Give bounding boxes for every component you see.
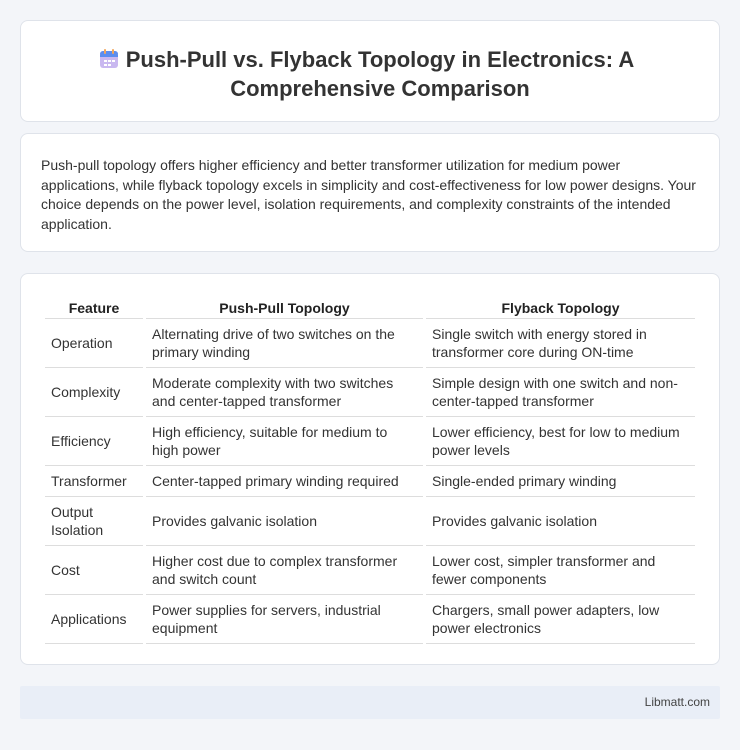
push-pull-cell: High efficiency, suitable for medium to high power	[146, 417, 423, 466]
push-pull-cell: Power supplies for servers, industrial equipment	[146, 595, 423, 644]
flyback-cell: Single switch with energy stored in transformer core during ON-time	[426, 319, 695, 368]
feature-cell: Applications	[45, 595, 143, 644]
feature-cell: Operation	[45, 319, 143, 368]
summary-card	[20, 133, 720, 252]
table-row	[45, 319, 695, 368]
flyback-cell: Lower cost, simpler transformer and fewer components	[426, 546, 695, 595]
push-pull-cell: Provides galvanic isolation	[146, 497, 423, 546]
table-row	[45, 368, 695, 417]
header-card	[20, 20, 720, 122]
page-title: Push-Pull vs. Flyback Topology in Electronics: A Comprehensive Comparison	[125, 47, 635, 101]
push-pull-cell: Higher cost due to complex transformer and switch count	[146, 546, 423, 595]
table-row	[45, 497, 695, 546]
feature-cell: Complexity	[45, 368, 143, 417]
footer-brand-link[interactable]: Libmatt.com	[644, 695, 710, 709]
summary-text: Push-pull topology offers higher efficiency and better transformer utilization for medium power applications, while flyback topology excels in simplicity and cost-effectiveness for low power designs. Your choice depends on the power level, isolation requirements, and complexity constraints of the intended application.	[41, 157, 696, 232]
push-pull-cell: Center-tapped primary winding required	[146, 466, 423, 497]
feature-cell: Transformer	[45, 466, 143, 497]
table-row	[45, 595, 695, 644]
table-header-row	[45, 295, 695, 319]
footer-bar	[20, 686, 720, 719]
push-pull-cell: Alternating drive of two switches on the primary winding	[146, 319, 423, 368]
flyback-cell: Single-ended primary winding	[426, 466, 695, 497]
comparison-table-card	[20, 273, 720, 665]
column-header-push-pull: Push-Pull Topology	[146, 295, 423, 319]
feature-cell: Cost	[45, 546, 143, 595]
table-row	[45, 546, 695, 595]
flyback-cell: Lower efficiency, best for low to medium power levels	[426, 417, 695, 466]
comparison-table	[42, 295, 698, 644]
column-header-flyback: Flyback Topology	[426, 295, 695, 319]
feature-cell: Output Isolation	[45, 497, 143, 546]
flyback-cell: Chargers, small power adapters, low power electronics	[426, 595, 695, 644]
push-pull-cell: Moderate complexity with two switches and center-tapped transformer	[146, 368, 423, 417]
column-header-feature: Feature	[45, 295, 143, 319]
feature-cell: Efficiency	[45, 417, 143, 466]
flyback-cell: Simple design with one switch and non-center-tapped transformer	[426, 368, 695, 417]
table-row	[45, 417, 695, 466]
table-row	[45, 466, 695, 497]
flyback-cell: Provides galvanic isolation	[426, 497, 695, 546]
